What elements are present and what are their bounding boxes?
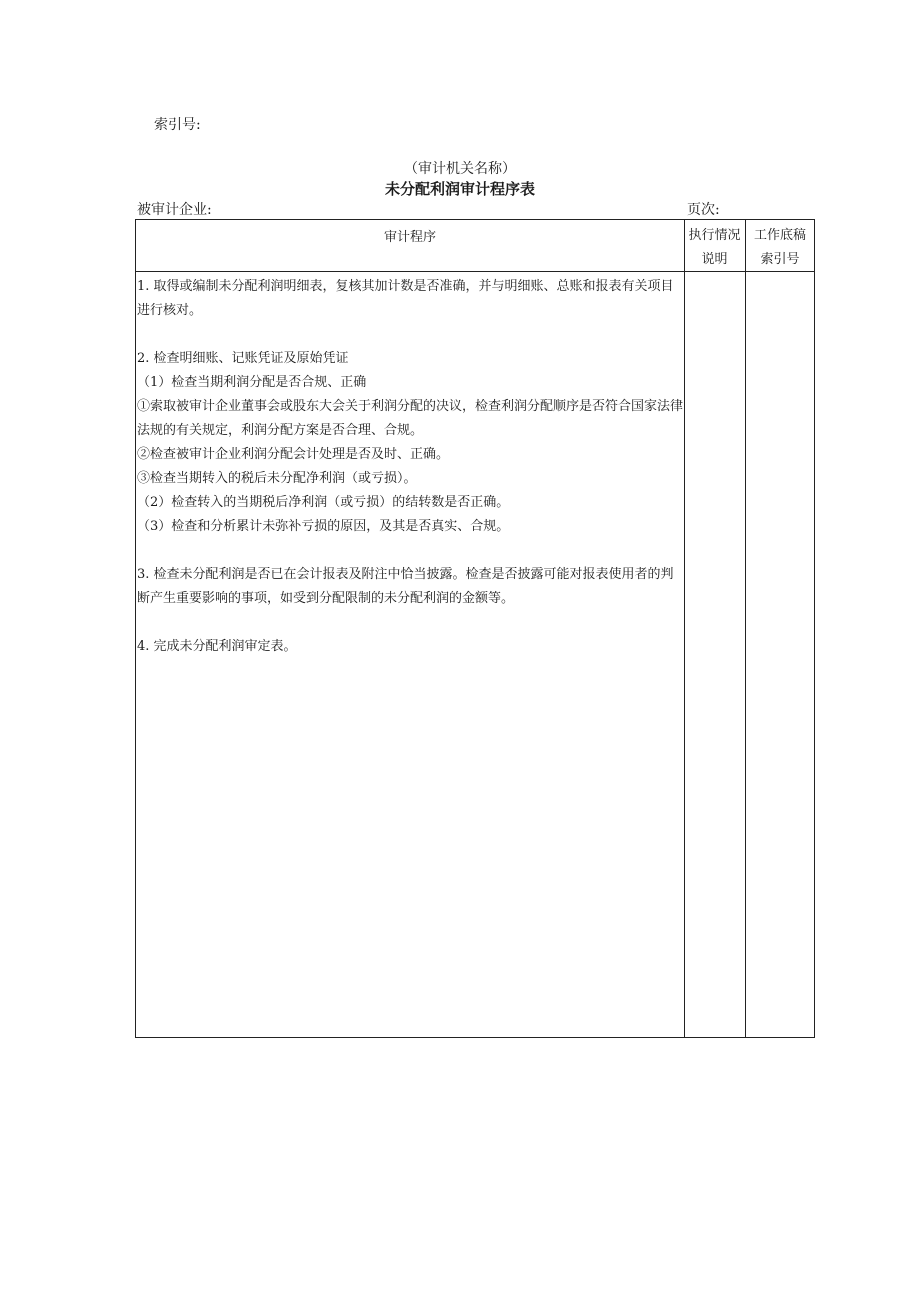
- header-execution-line2: 说明: [701, 252, 728, 267]
- procedure-list: [137, 275, 683, 659]
- header-execution: [684, 220, 745, 271]
- procedure-item: 3. 检查未分配利润是否已在会计报表及附注中恰当披露。检查是否披露可能对报表使用者的判断产生重要影响的事项，如受到分配限制的未分配利润的金额等。: [137, 567, 674, 606]
- column-divider: [745, 220, 746, 1037]
- procedure-item: ③检查当期转入的税后未分配净利润（或亏损）。: [137, 471, 417, 486]
- header-ref-line1: 工作底稿: [753, 228, 806, 243]
- column-divider: [684, 220, 685, 1037]
- page-number-label: 页次:: [687, 202, 720, 218]
- index-number-label: 索引号:: [154, 117, 201, 133]
- procedure-item: ①索取被审计企业董事会或股东大会关于利润分配的决议，检查利润分配顺序是否符合国家法律法规的有关规定，利润分配方案是否合理、合规。: [137, 399, 684, 438]
- procedure-item: （3）检查和分析累计未弥补亏损的原因，及其是否真实、合规。: [137, 519, 510, 534]
- procedure-item: 1. 取得或编制未分配利润明细表，复核其加计数是否准确，并与明细账、总账和报表有关项目进行核对。: [137, 279, 674, 318]
- procedure-item: 2. 检查明细账、记账凭证及原始凭证: [137, 351, 349, 366]
- header-procedure: 审计程序: [383, 230, 436, 245]
- header-ref-line2: 索引号: [760, 252, 800, 267]
- procedure-item: ②检查被审计企业利润分配会计处理是否及时、正确。: [137, 447, 450, 462]
- header-workpaper-ref: [745, 220, 815, 271]
- procedure-item: （2）检查转入的当期税后净利润（或亏损）的结转数是否正确。: [137, 495, 510, 510]
- page-title: 未分配利润审计程序表: [384, 180, 535, 198]
- audited-company-label: 被审计企业:: [137, 202, 212, 218]
- procedure-item: 4. 完成未分配利润审定表。: [137, 639, 297, 654]
- procedure-item: （1）检查当期利润分配是否合规、正确: [137, 375, 367, 390]
- header-execution-line1: 执行情况: [688, 228, 741, 243]
- audit-procedure-table: [135, 219, 815, 1038]
- audit-org-name: （审计机关名称）: [404, 161, 516, 177]
